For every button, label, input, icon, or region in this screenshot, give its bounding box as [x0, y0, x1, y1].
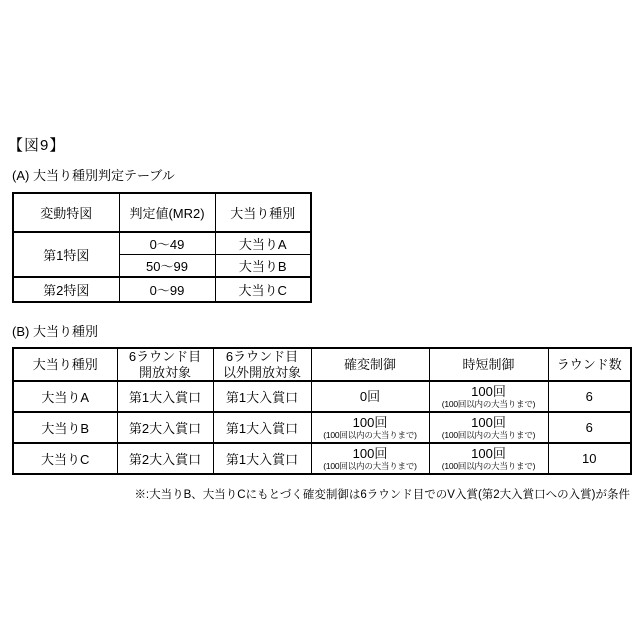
cell-round-count: 6: [548, 412, 631, 443]
cell-kakuhen-control: [311, 412, 429, 443]
figure-title: 【図9】: [8, 137, 66, 154]
table-row: [13, 412, 631, 443]
cell-main-value: 100回: [352, 445, 388, 461]
table-b-header-row: [13, 348, 631, 381]
cell-jitan-control: [429, 443, 548, 474]
type-determination-table: [12, 192, 312, 303]
cell-round-count: 6: [548, 381, 631, 412]
cell-main-value: 100回: [471, 414, 506, 430]
section-a-label: (A) 大当り種別判定テーブル: [12, 168, 175, 183]
cell-other-rounds-open: 第1大入賞口: [213, 381, 311, 412]
cell-range: 50〜99: [119, 255, 215, 278]
column-header-other-rounds-open: 6ラウンド目 以外開放対象: [213, 348, 311, 381]
cell-fig-group-1: 第1特図: [13, 232, 119, 277]
column-header-jackpot-type: 大当り種別: [13, 348, 117, 381]
cell-sub-note: (100回以内の大当りまで): [441, 429, 536, 440]
column-header-jackpot-type: 大当り種別: [215, 193, 311, 232]
column-header-round-count: ラウンド数: [548, 348, 631, 381]
cell-other-rounds-open: 第1大入賞口: [213, 412, 311, 443]
column-header-kakuhen-control: 確変制御: [311, 348, 429, 381]
table-row: [13, 232, 311, 255]
table-row: [13, 443, 631, 474]
cell-jitan-control: [429, 412, 548, 443]
cell-round6-open: 第1大入賞口: [117, 381, 213, 412]
cell-round-count: 10: [548, 443, 631, 474]
cell-main-value: 100回: [471, 383, 506, 399]
cell-type: 大当りC: [215, 277, 311, 302]
cell-round6-open: 第2大入賞口: [117, 443, 213, 474]
section-b-label: (B) 大当り種別: [12, 324, 98, 339]
cell-main-value: 100回: [471, 445, 506, 461]
cell-sub-note: (100回以内の大当りまで): [441, 460, 536, 471]
cell-sub-note: (100回以内の大当りまで): [323, 429, 417, 440]
cell-jitan-control: [429, 381, 548, 412]
cell-kakuhen-control: [311, 443, 429, 474]
cell-jackpot-type: 大当りA: [13, 381, 117, 412]
cell-sub-note: (100回以内の大当りまで): [323, 460, 417, 471]
cell-main-value: 0回: [359, 388, 381, 404]
column-header-jitan-control: 時短制御: [429, 348, 548, 381]
cell-sub-note: (100回以内の大当りまで): [441, 398, 536, 409]
table-a-header-row: [13, 193, 311, 232]
cell-range: 0〜49: [119, 232, 215, 255]
cell-main-value: 100回: [352, 414, 388, 430]
cell-type: 大当りA: [215, 232, 311, 255]
cell-round6-open: 第2大入賞口: [117, 412, 213, 443]
cell-type: 大当りB: [215, 255, 311, 278]
jackpot-type-table: [12, 347, 632, 475]
table-row: [13, 277, 311, 302]
table-row: [13, 381, 631, 412]
cell-fig-group-2: 第2特図: [13, 277, 119, 302]
cell-other-rounds-open: 第1大入賞口: [213, 443, 311, 474]
column-header-judge-value: 判定値(MR2): [119, 193, 215, 232]
cell-jackpot-type: 大当りC: [13, 443, 117, 474]
column-header-round6-open: 6ラウンド目 開放対象: [117, 348, 213, 381]
cell-kakuhen-control: [311, 381, 429, 412]
footnote: ※:大当りB、大当りCにもとづく確変制御は6ラウンド目でのV入賞(第2大入賞口への入賞)が条件: [134, 489, 630, 501]
column-header-variable-fig: 変動特図: [13, 193, 119, 232]
cell-range: 0〜99: [119, 277, 215, 302]
cell-jackpot-type: 大当りB: [13, 412, 117, 443]
